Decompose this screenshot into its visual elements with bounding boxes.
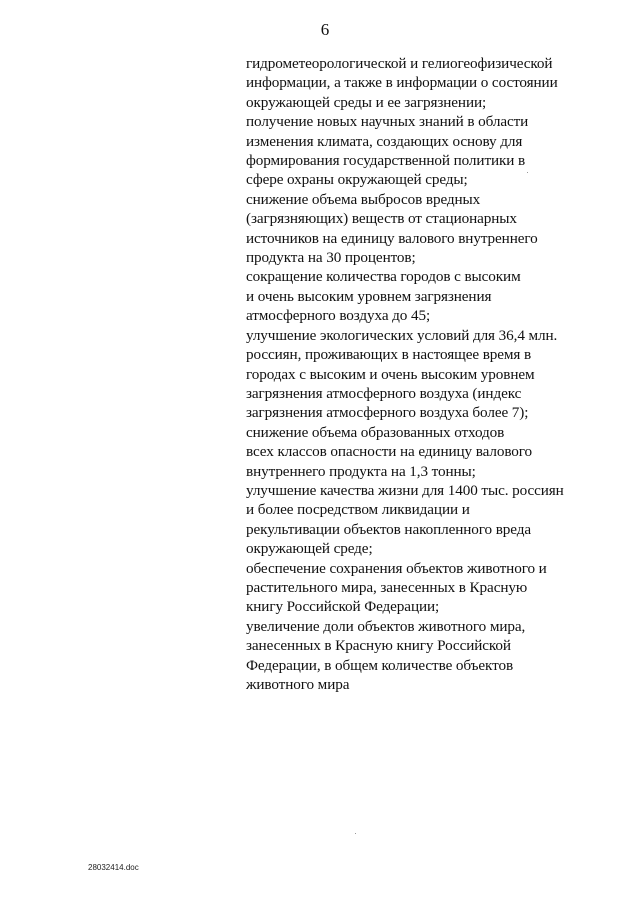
text-line: (загрязняющих) веществ от стационарных [246,210,517,228]
page-number: 6 [320,20,330,39]
text-line: рекультивации объектов накопленного вреда [246,520,532,538]
text-line: всех классов опасности на единицу валового [246,443,533,461]
text-line: гидрометеорологической и гелиогеофизической [246,55,553,72]
text-line: животного мира [246,676,350,693]
text-line: изменения климата, создающих основу для [246,132,523,150]
text-line: продукта на 30 процентов; [246,249,416,267]
text-line: россиян, проживающих в настоящее время в [246,346,532,364]
text-line: внутреннего продукта на 1,3 тонны; [246,462,476,480]
text-line: и более посредством ликвидации и [246,501,470,519]
text-line: источников на единицу валового внутреннего [246,229,538,247]
text-line: улучшение экологических условий для 36,4 млн. [246,326,558,344]
text-line: формирования государственной политики в [246,152,526,170]
text-line: и очень высоким уровнем загрязнения [246,287,492,305]
text-line: растительного мира, занесенных в Красную [246,578,528,596]
text-line: окружающей среде; [246,540,373,558]
footer-filename: 28032414.doc [88,863,139,872]
text-line: получение новых научных знаний в области [246,113,529,131]
text-line: загрязнения атмосферного воздуха более 7); [246,404,529,422]
text-line: сфере охраны окружающей среды; [246,171,468,189]
text-line: снижение объема выбросов вредных [246,190,481,208]
scan-speck [527,172,528,173]
text-line: обеспечение сохранения объектов животного и [246,559,547,577]
text-line: окружающей среды и ее загрязнении; [246,93,487,111]
text-line: атмосферного воздуха до 45; [246,307,431,325]
text-line: увеличение доли объектов животного мира, [246,617,526,635]
text-line: книгу Российской Федерации; [246,598,440,616]
text-line: Федерации, в общем количестве объектов [246,656,514,674]
text-line: снижение объема образованных отходов [246,423,505,441]
text-line: информации, а также в информации о состоянии [246,74,558,92]
text-line: сокращение количества городов с высоким [246,268,521,286]
text-line: загрязнения атмосферного воздуха (индекс [246,384,522,402]
text-line: улучшение качества жизни для 1400 тыс. россиян [246,481,564,499]
text-line: городах с высоким и очень высоким уровнем [246,365,535,383]
document-body [246,54,576,694]
scan-speck [355,833,356,834]
text-line: занесенных в Красную книгу Российской [246,637,511,655]
